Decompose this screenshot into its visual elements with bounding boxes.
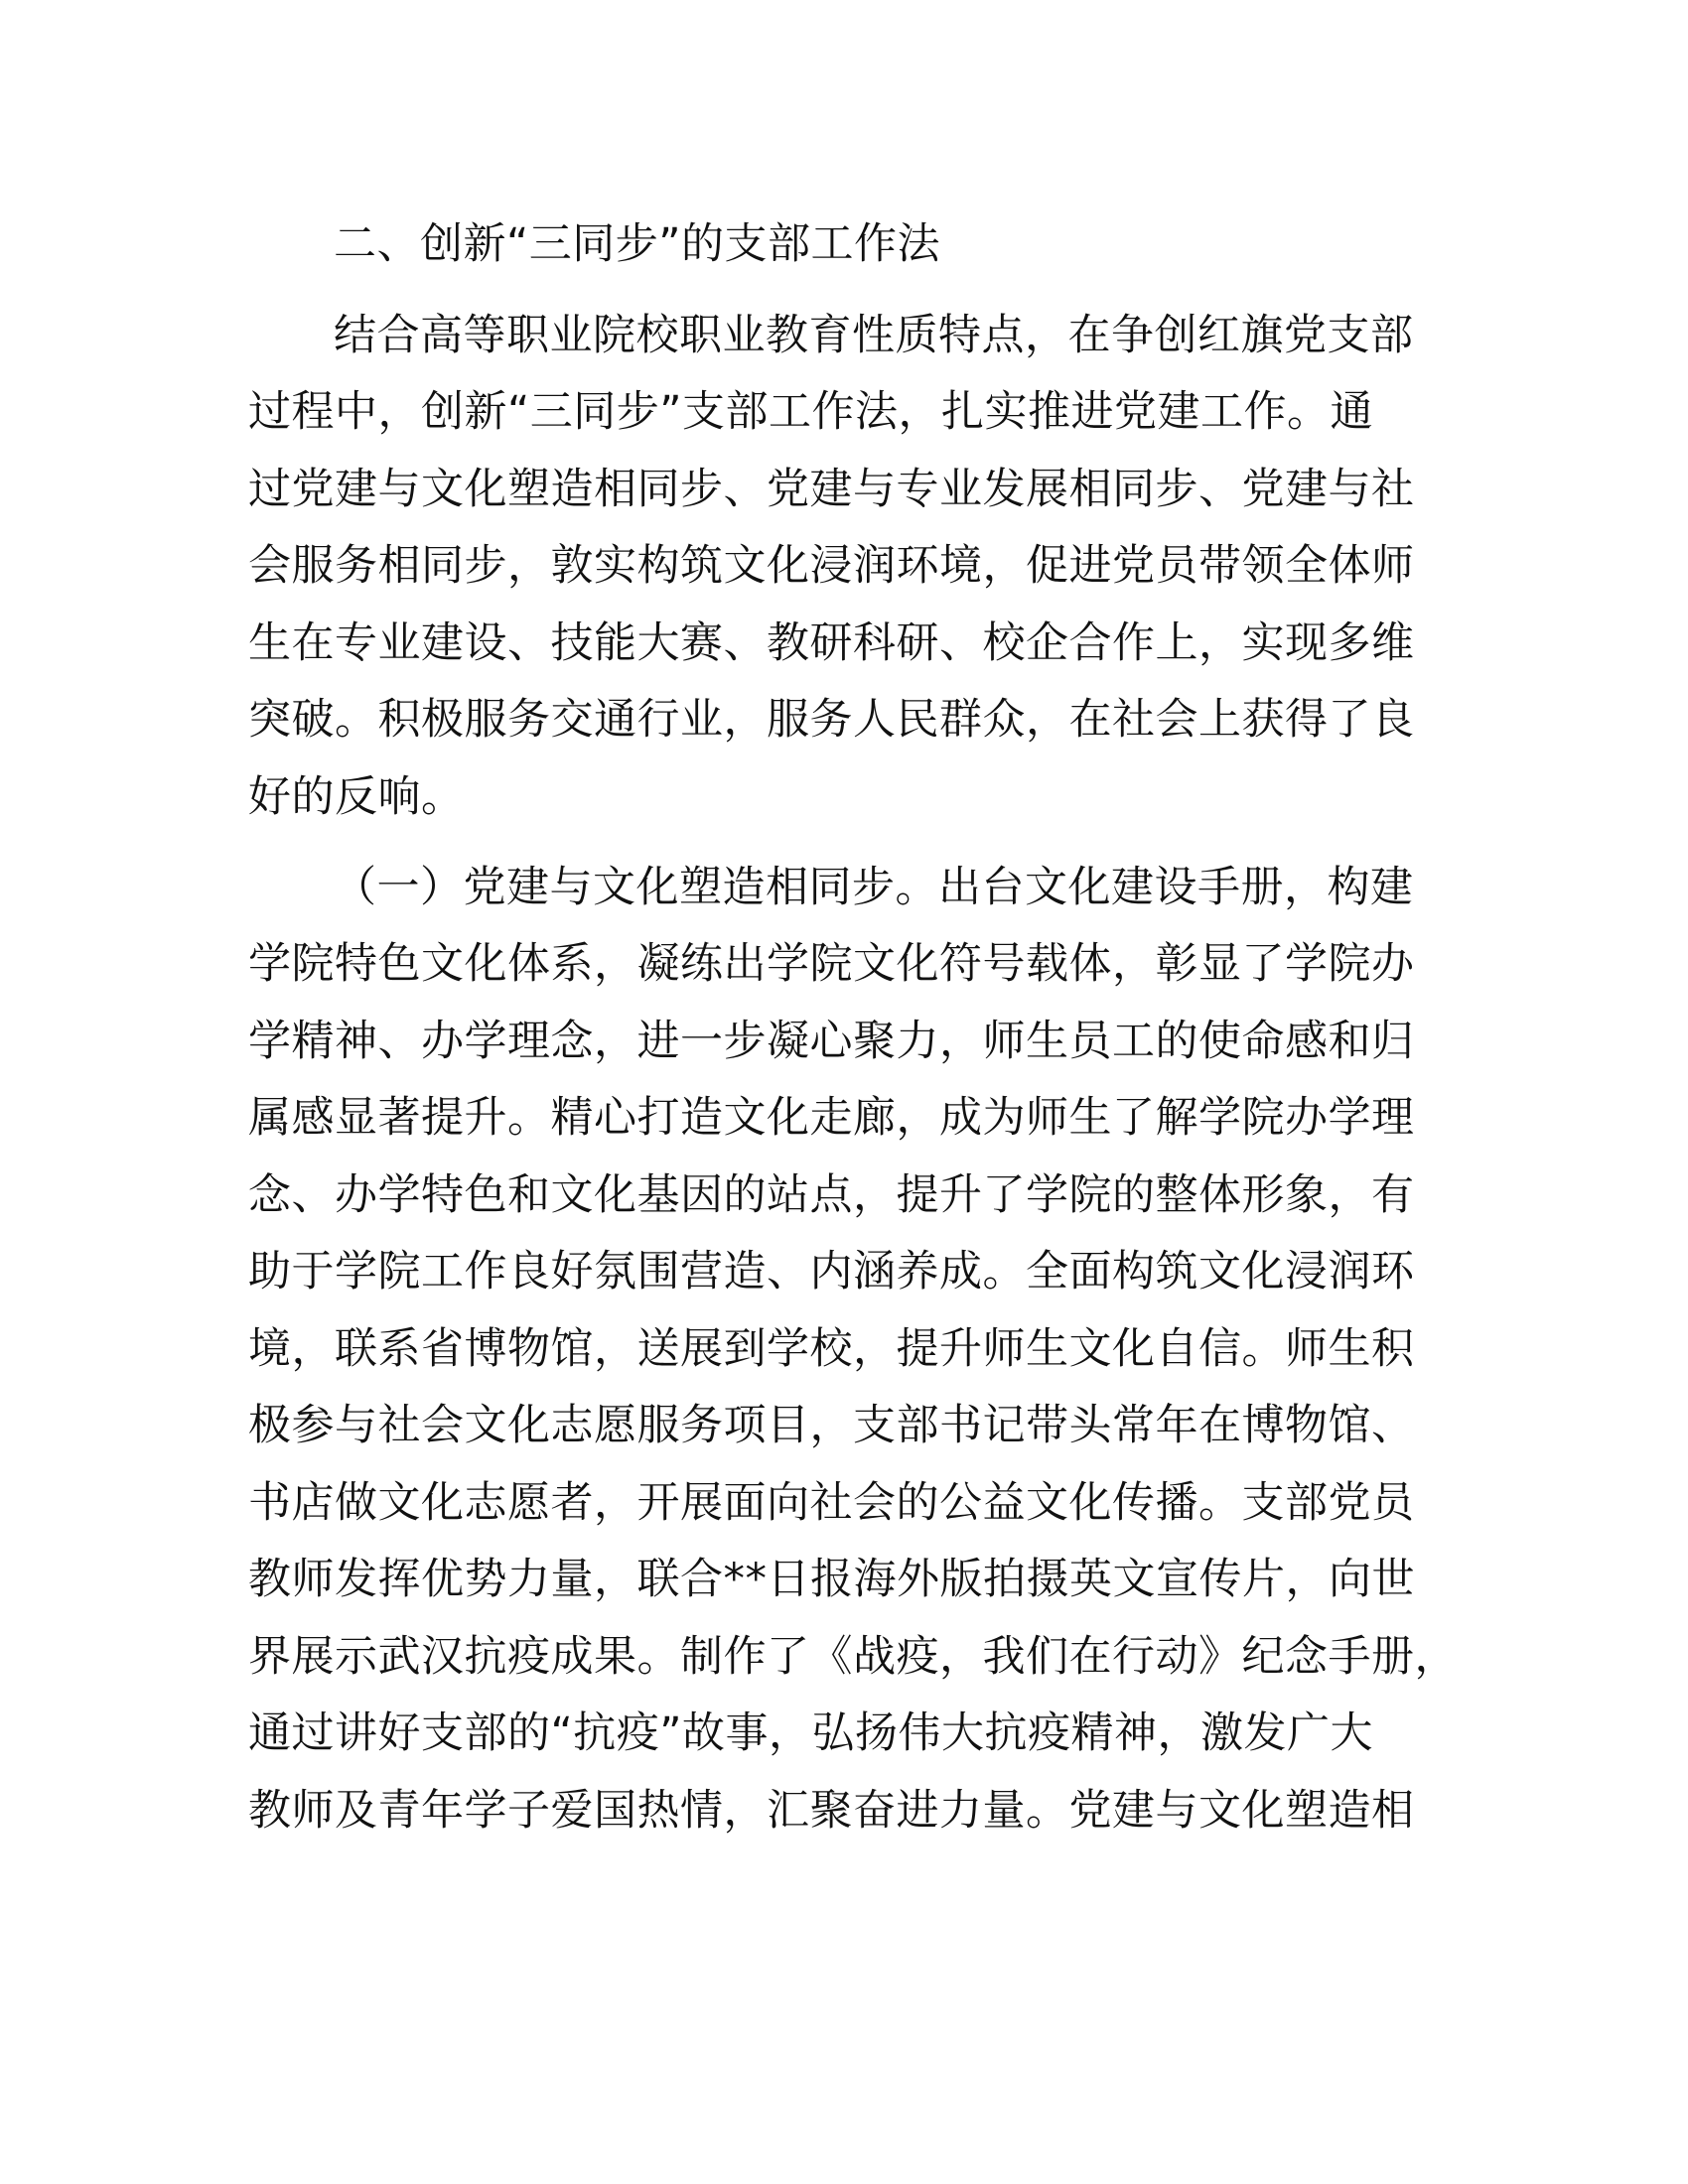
paragraph-line: 结合高等职业院校职业教育性质特点，在争创红旗党支部 xyxy=(334,311,1414,360)
paragraph-line: 念、办学特色和文化基因的站点，提升了学院的整体形象，有 xyxy=(248,1170,1415,1220)
paragraph-line: 教师发挥优势力量，联合**日报海外版拍摄英文宣传片，向世 xyxy=(248,1555,1415,1604)
paragraph-line: 教师及青年学子爱国热情，汇聚奋进力量。党建与文化塑造相 xyxy=(248,1786,1415,1836)
paragraph-line: 通过讲好支部的“抗疫”故事，弘扬伟大抗疫精神，激发广大 xyxy=(248,1708,1374,1758)
paragraph-line: 生在专业建设、技能大赛、教研科研、校企合作上，实现多维 xyxy=(248,618,1415,668)
paragraph-line: （一）党建与文化塑造相同步。出台文化建设手册，构建 xyxy=(334,863,1414,912)
paragraph-line: 属感显著提升。精心打造文化走廊，成为师生了解学院办学理 xyxy=(248,1093,1415,1143)
section-heading: 二、创新“三同步”的支部工作法 xyxy=(334,219,941,269)
paragraph-line: 境，联系省博物馆，送展到学校，提升师生文化自信。师生积 xyxy=(248,1324,1415,1374)
paragraph-line: 学院特色文化体系，凝练出学院文化符号载体，彰显了学院办 xyxy=(248,939,1415,989)
paragraph-line: 界展示武汉抗疫成果。制作了《战疫，我们在行动》纪念手册， xyxy=(248,1632,1458,1682)
paragraph-line: 极参与社会文化志愿服务项目，支部书记带头常年在博物馆、 xyxy=(248,1401,1415,1450)
paragraph-line: 好的反响。 xyxy=(248,772,465,822)
paragraph-line: 学精神、办学理念，进一步凝心聚力，师生员工的使命感和归 xyxy=(248,1017,1415,1066)
paragraph-line: 书店做文化志愿者，开展面向社会的公益文化传播。支部党员 xyxy=(248,1478,1415,1528)
paragraph-line: 助于学院工作良好氛围营造、内涵养成。全面构筑文化浸润环 xyxy=(248,1247,1415,1297)
paragraph-line: 会服务相同步，敦实构筑文化浸润环境，促进党员带领全体师 xyxy=(248,541,1415,591)
paragraph-line: 过程中，创新“三同步”支部工作法，扎实推进党建工作。通 xyxy=(248,387,1374,437)
paragraph-line: 过党建与文化塑造相同步、党建与专业发展相同步、党建与社 xyxy=(248,465,1415,514)
paragraph-line: 突破。积极服务交通行业，服务人民群众，在社会上获得了良 xyxy=(248,695,1415,745)
